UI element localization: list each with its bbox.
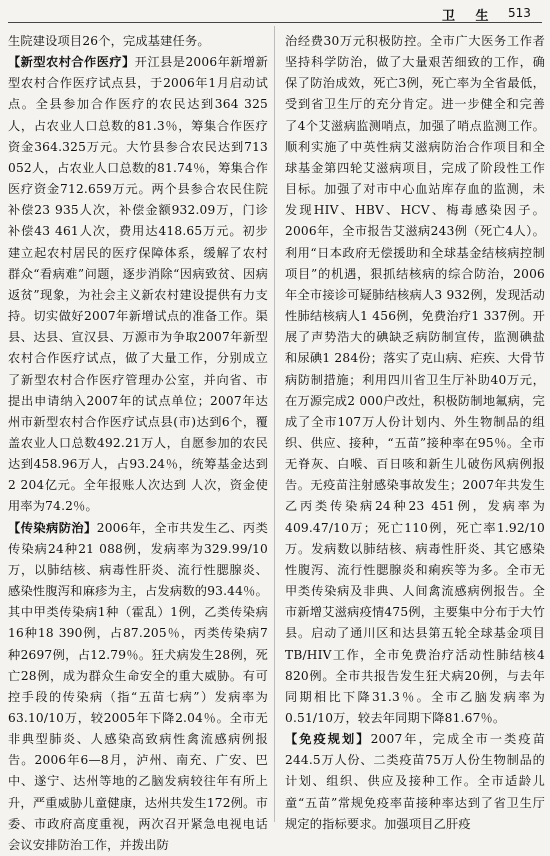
header-rule <box>8 22 542 23</box>
section-body-rural-cooperative-medical: 开江县是2006年新增新型农村合作医疗试点县，于2006年1月启动试点。全县参加合作医疗的农民达到364 325人，占农业人口总数的81.3％，筹集合作医疗资金364.325万元。大竹县参合农民达到713 052人，占农业人口总数的81.74％，筹集合作医疗资金712.659万元。两个县参合农民住院补偿23 935人次，补偿金额932.09万，门诊补偿43 461人次，费用达418.65万元。初步建立起农村居民的医疗保障体系，缓解了农村群众“看病难”问题，逐步消除“因病致贫、因病返贫”现象，为社会主义新农村建设提供有力支持。切实做好2007年新增试点的准备工作。渠县、达县、宣汉县、万源市为争取2007年新型农村合作医疗试点，做了大量工作，分别成立了新型农村合作医疗管理办公室，并向省、市提出申请纳入2007年的试点单位；2007年达州市新型农村合作医疗试点县(市)达到6个，覆盖农业人口总数492.21万人，自愿参加的农民达到458.96万人，占93.24％，统筹基金达到2 204亿元。全年报账人次达到 人次，资金使用率为74.2％。 <box>8 55 268 514</box>
infectious-disease-paragraph <box>8 518 268 856</box>
section-heading-immunization: 【免疫规划】 <box>285 732 371 747</box>
running-header <box>0 0 550 26</box>
left-continuation-paragraph <box>8 31 268 52</box>
right-column <box>285 31 545 831</box>
section-heading-rural-cooperative-medical: 【新型农村合作医疗】 <box>8 55 135 70</box>
right-continuation-text: 治经费30万元积极防控。全市广大医务工作者坚持科学防治，做了大量艰苦细致的工作，确保了防治成效，死亡3例，死亡率为全省最低，受到省卫生厅的充分肯定。进一步健全和完善了4个艾滋病监测哨点，加强了哨点监测工作。顺利实施了中英性病艾滋病防治合作项目和全球基金第四轮艾滋病项目，完成了阶段性工作目标。加强了对市中心血站库存血的监测，未发现HIV、HBV、HCV、梅毒感染因子。2006年，全市报告艾滋病243例（死亡4人）。利用“日本政府无偿援助和全球基金结核病控制项目”的机遇，狠抓结核病的综合防治，2006年全市接诊可疑肺结核病人3 932例，发现活动性肺结核病人1 456例，免费治疗1 337例。开展了声势浩大的碘缺乏病防制宣传，监测碘盐和尿碘1 284份；落实了克山病、疟疾、大骨节病防制措施；利用四川省卫生厅补助40万元，在万源完成2 000户改灶，积极防制地氟病，完成了全市107万人份计划内、外生物制品的组织、供应、接种，“五苗”接种率在95％。全市无脊灰、白喉、百日咳和新生儿破伤风病例报告。无疫苗注射感染事故发生；2007年共发生乙丙类传染病24种23 451例，发病率为409.47/10万；死亡110例，死亡率1.92/10万。发病数以肺结核、病毒性肝炎、其它感染性腹泻、流行性腮腺炎和痢疾等为多。全市无甲类传染病及非典、人间禽流感病例报告。全市新增艾滋病疫情475例，主要集中分布于大竹县。启动了通川区和达县第五轮全球基金项目TB/HIV工作，全市免费治疗活动性肺结核4 820例。全市共报告发生狂犬病20例，与去年同期相比下降31.3％。全市乙脑发病率为0.51/10万，较去年同期下降81.67％。 <box>285 34 545 725</box>
right-continuation-paragraph <box>285 31 545 729</box>
page-number: 513 <box>508 6 531 20</box>
section-body-infectious-disease: 2006年，全市共发生乙、丙类传染病24种21 088例，发病率为329.99/10万，以肺结核、病毒性肝炎、流行性腮腺炎、感染性腹泻和麻疹为主，占发病数的93.44％。其中甲类传染病1种（霍乱）1例，乙类传染病16种18 390例，占87.205％，丙类传染病7种2697例，占12.79％。狂犬病发生28例，死亡28例，成为群众生命安全的重大威胁。有可控手段的传染病（指“五苗七病”）发病率为63.10/10万，较2005年下降2.04％。全市无非典型肺炎、人感染高致病性禽流感病例报告。2006年6—8月，泸州、南充、广安、巴中、遂宁、达州等地的乙脑发病较往年有所上升，严重威胁儿童健康，达州共发生172例。市委、市政府高度重视，两次召开紧急电视电话会议安排防治工作，并拨出防 <box>8 520 268 852</box>
rural-cooperative-medical-paragraph <box>8 52 268 517</box>
column-divider <box>274 26 275 822</box>
section-heading-infectious-disease: 【传染病防治】 <box>8 520 97 535</box>
header-title: 卫 生 <box>442 9 497 24</box>
section-body-immunization: 2007年，完成全市一类疫苗244.5万人份、二类疫苗75万人份生物制品的计划、组织、供应及接种工作。全市适龄儿童“五苗”常规免疫率苗接种率达到了省卫生厅规定的指标要求。加强项目乙肝疫 <box>285 732 545 831</box>
left-column <box>8 31 268 852</box>
immunization-paragraph <box>285 729 545 835</box>
left-continuation-text: 生院建设项目26个，完成基建任务。 <box>8 34 210 48</box>
